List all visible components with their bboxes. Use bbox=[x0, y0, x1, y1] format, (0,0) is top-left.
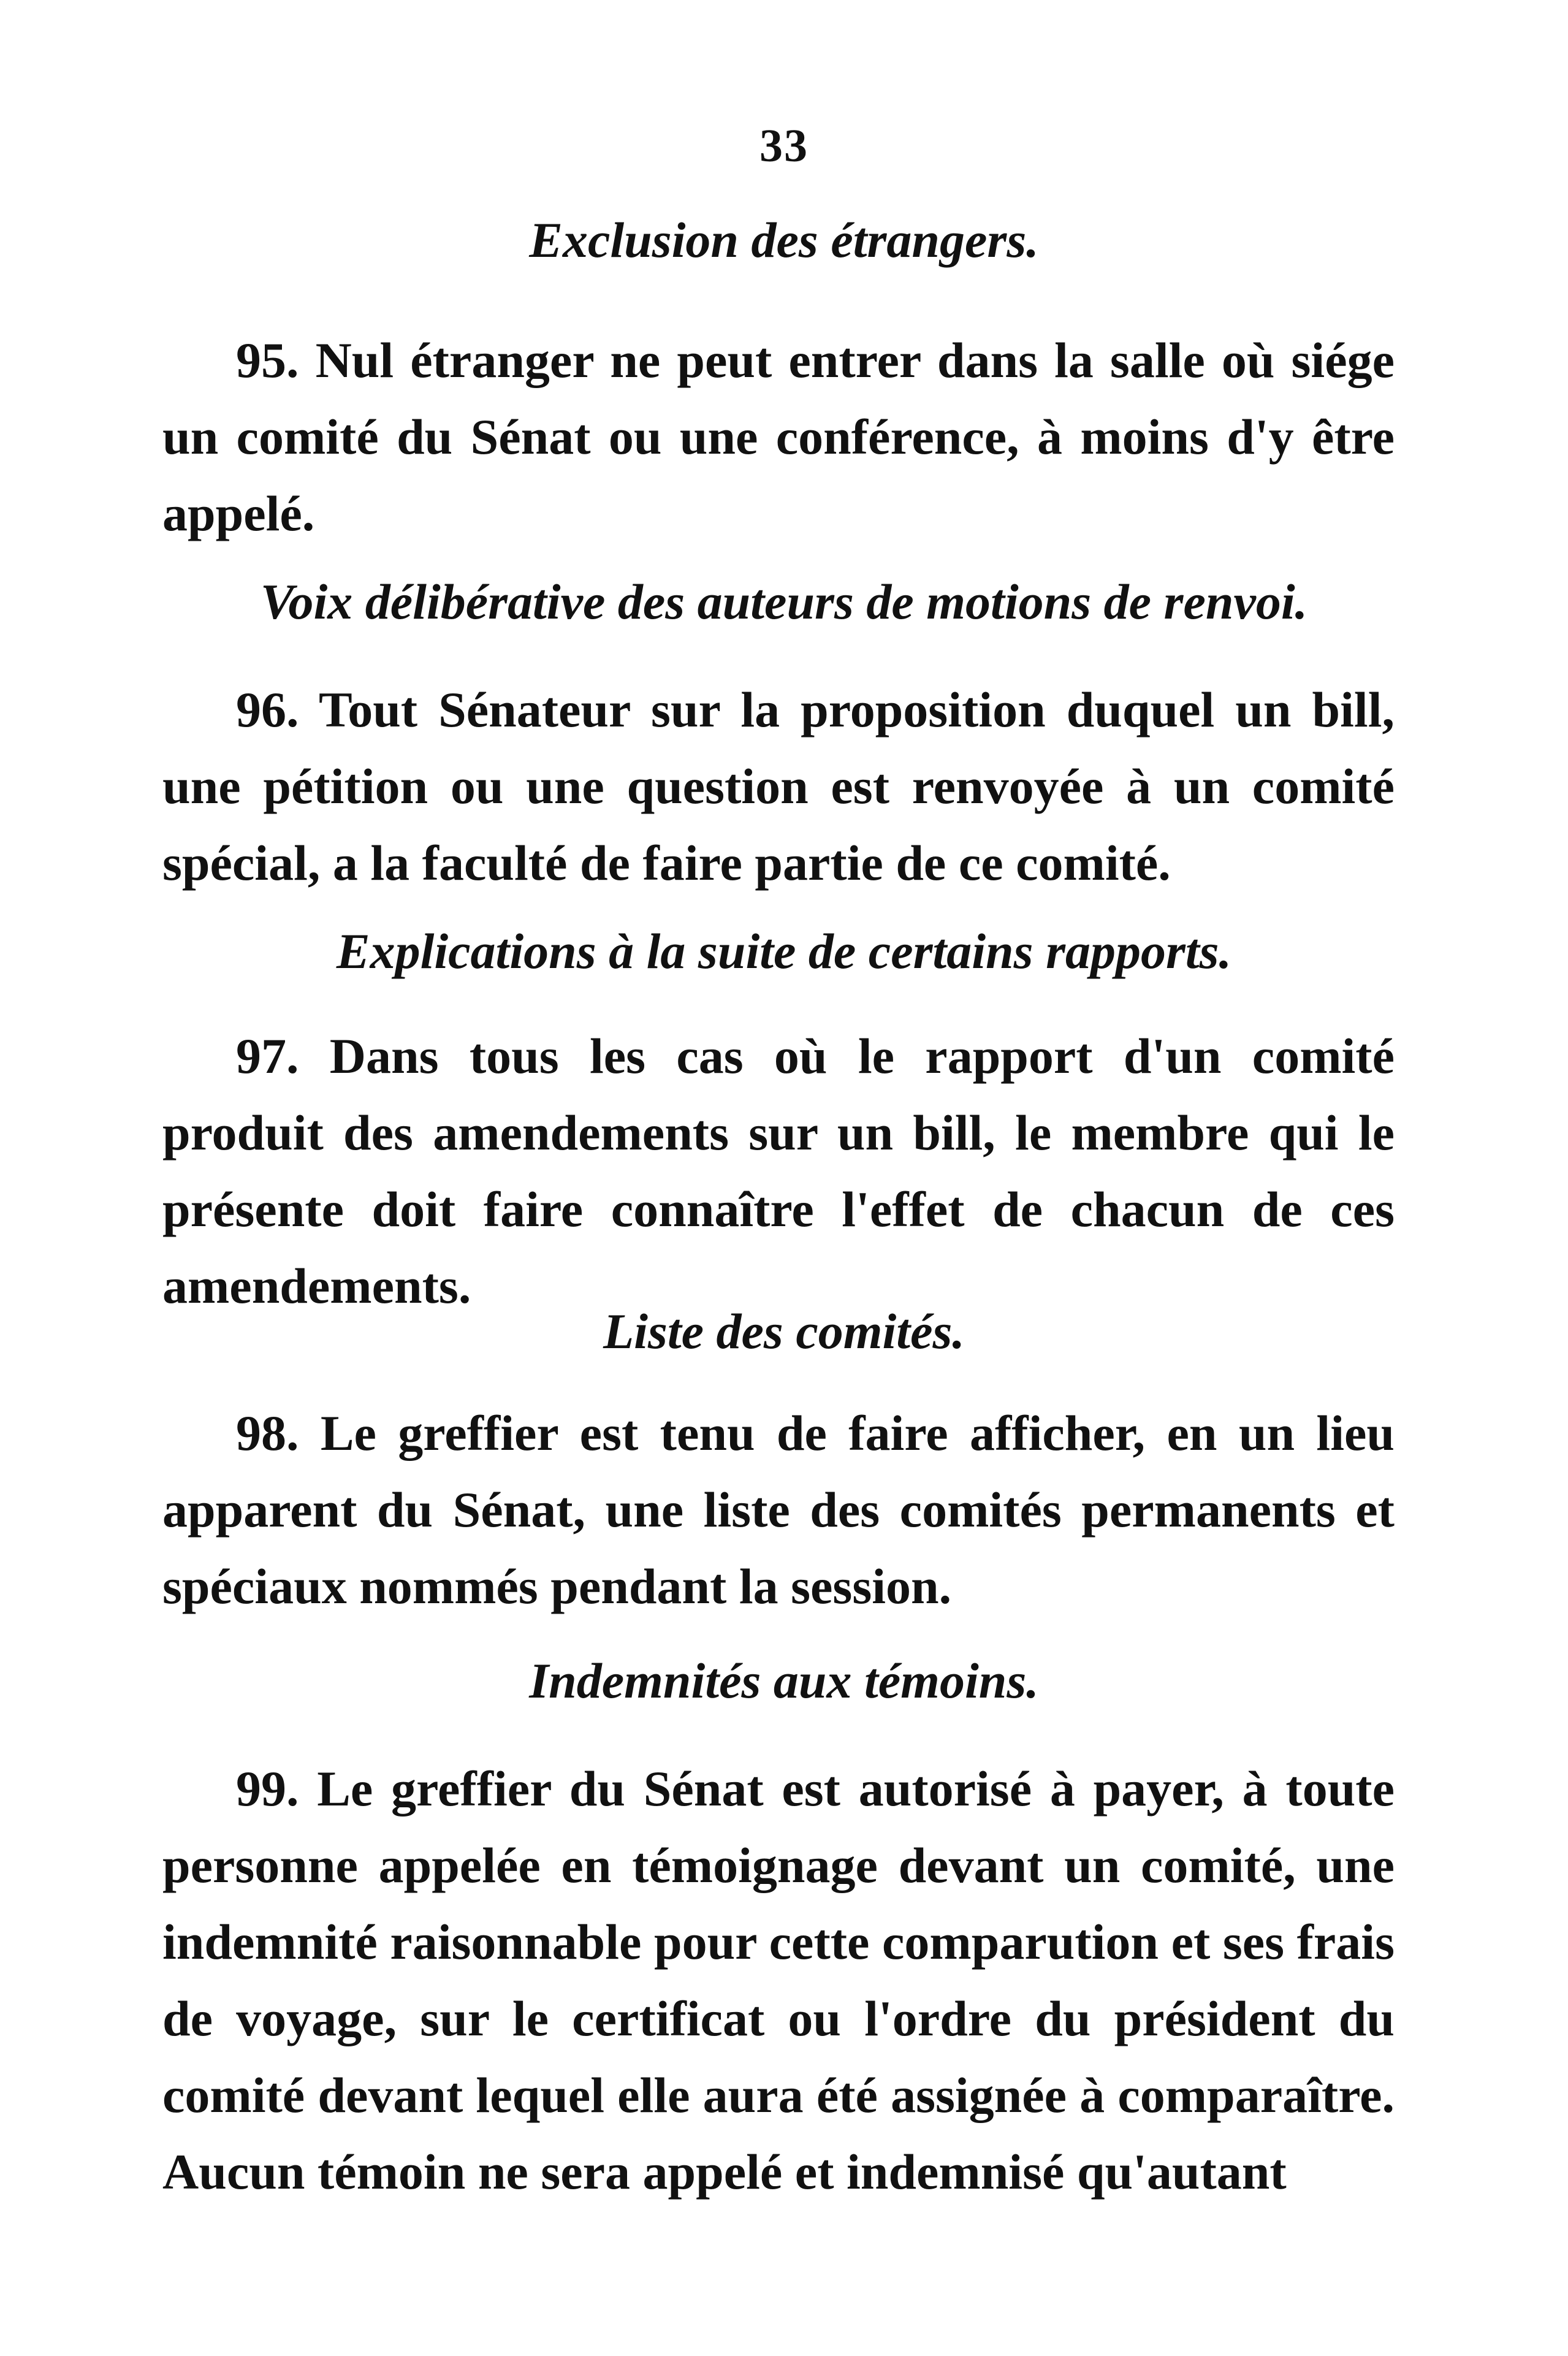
article-number: 97. bbox=[236, 1028, 299, 1084]
article-paragraph bbox=[162, 671, 1395, 901]
article-text: Tout Sénateur sur la proposition duquel un bill, une pétition ou une question est renvoyée à un comité spécial, a la faculté de faire partie de ce comité. bbox=[162, 682, 1395, 891]
article-paragraph bbox=[162, 322, 1395, 552]
article-text: Le greffier du Sénat est autorisé à payer, à toute personne appelée en témoignage devant un comité, une indemnité raisonnable pour cette comparution et ses frais de voyage, sur le certificat ou l'ordre du président du comité devant lequel elle aura été assignée à comparaître. Aucun témoin ne sera appelé et indemnisé qu'autant bbox=[162, 1761, 1395, 2200]
section-heading: Liste des comités. bbox=[603, 1303, 965, 1359]
article-number: 96. bbox=[236, 682, 299, 738]
article-number: 98. bbox=[236, 1405, 299, 1461]
section-heading: Indemnités aux témoins. bbox=[529, 1653, 1039, 1709]
section-heading: Explications à la suite de certains rapports. bbox=[336, 923, 1232, 979]
article-paragraph bbox=[162, 1018, 1395, 1324]
article-text: Dans tous les cas où le rapport d'un comité produit des amendements sur un bill, le membre qui le présente doit faire connaître l'effet de chacun de ces amendements. bbox=[162, 1028, 1395, 1314]
article-number: 95. bbox=[236, 332, 299, 388]
section-heading: Exclusion des étrangers. bbox=[529, 212, 1039, 268]
article-text: Le greffier est tenu de faire afficher, en un lieu apparent du Sénat, une liste des comités permanents et spéciaux nommés pendant la session. bbox=[162, 1405, 1395, 1614]
article-text: Nul étranger ne peut entrer dans la salle où siége un comité du Sénat ou une conférence, à moins d'y être appelé. bbox=[162, 332, 1395, 541]
article-paragraph bbox=[162, 1750, 1395, 2210]
article-number: 99. bbox=[236, 1761, 299, 1817]
article-paragraph bbox=[162, 1395, 1395, 1625]
section-heading: Voix délibérative des auteurs de motions de renvoi. bbox=[260, 574, 1308, 630]
page-number: 33 bbox=[759, 120, 809, 172]
